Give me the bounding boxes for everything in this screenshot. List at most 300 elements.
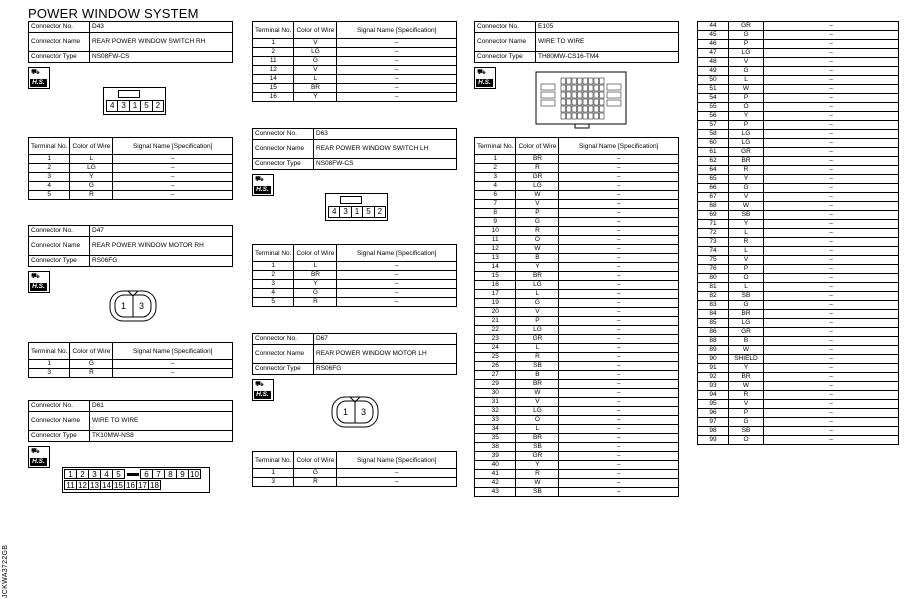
pin: 3	[88, 469, 101, 479]
signal-name: –	[559, 317, 679, 326]
pin-cavity	[567, 78, 572, 84]
terminal-no: 34	[475, 425, 516, 434]
connector-type: NS08FW-CS	[314, 159, 457, 170]
signal-name: –	[764, 148, 899, 157]
signal-name: –	[559, 479, 679, 488]
table-row	[475, 353, 679, 362]
signal-name: –	[559, 272, 679, 281]
signal-name: –	[337, 93, 457, 102]
connector-name: REAR POWER WINDOW MOTOR LH	[314, 345, 457, 364]
signal-name: –	[764, 328, 899, 337]
terminal-no: 2	[253, 271, 294, 280]
table-row	[698, 238, 899, 247]
terminal-no: 14	[475, 263, 516, 272]
wire-color: BR	[729, 373, 764, 382]
signal-name: –	[559, 425, 679, 434]
wire-color: P	[729, 265, 764, 274]
wire-color: B	[516, 254, 559, 263]
wire-color: LG	[516, 182, 559, 191]
wire-color: G	[729, 67, 764, 76]
table-row	[475, 407, 679, 416]
terminal-no: 64	[698, 166, 729, 175]
table-row	[475, 245, 679, 254]
terminal-no: 16	[475, 281, 516, 290]
wire-color: GR	[729, 328, 764, 337]
table-row	[698, 346, 899, 355]
table-row	[698, 427, 899, 436]
wire-color: GR	[516, 335, 559, 344]
pin: 16	[124, 480, 137, 490]
pin-cavity	[567, 113, 572, 119]
terminal-no: 3	[475, 173, 516, 182]
pin: 5	[112, 469, 125, 479]
terminal-no: 11	[475, 236, 516, 245]
table-row	[698, 202, 899, 211]
pin-cavity	[583, 92, 588, 98]
pin: 1	[130, 101, 141, 111]
table-row	[475, 263, 679, 272]
signal-name: –	[764, 220, 899, 229]
wire-color: V	[729, 256, 764, 265]
table-row	[475, 362, 679, 371]
terminal-no: 3	[253, 280, 294, 289]
pin: 15	[112, 480, 125, 490]
pin: 2	[377, 207, 383, 216]
terminal-no: 99	[698, 436, 729, 445]
signal-name: –	[764, 319, 899, 328]
harness-side-icon: ⛟ H.S.	[28, 67, 50, 89]
signal-name: –	[764, 265, 899, 274]
wire-color: P	[729, 94, 764, 103]
wire-color: SB	[729, 211, 764, 220]
terminal-table-e105-cont	[697, 21, 899, 445]
terminal-no: 24	[475, 344, 516, 353]
wire-color: W	[516, 245, 559, 254]
pin: 8	[164, 469, 177, 479]
terminal-no: 1	[253, 262, 294, 271]
wire-color: LG	[516, 326, 559, 335]
pin-cavity	[589, 78, 594, 84]
connector-type: RS06FG	[314, 364, 457, 375]
wire-color: R	[516, 227, 559, 236]
wire-color: Y	[294, 280, 337, 289]
terminal-table-d67: Terminal No. Color of Wire Signal Name [Specification] 1 G – 3 R –	[252, 451, 457, 487]
connector-type: RS06FG	[90, 256, 233, 267]
wire-color: L	[729, 283, 764, 292]
terminal-no: 25	[475, 353, 516, 362]
wire-color: W	[516, 191, 559, 200]
signal-name: –	[113, 360, 233, 369]
terminal-table-d61: Terminal No. Color of Wire Signal Name [Specification] 1 V – 2 LG – 11 G – 12 V – 14 L – 15 BR – 16 Y –	[252, 21, 457, 102]
pin-cavity	[541, 92, 555, 98]
signal-name: –	[559, 362, 679, 371]
pin-cavity	[583, 106, 588, 112]
table-row	[29, 173, 233, 182]
connector-info-d63: Connector No. D63 Connector Name REAR POWER WINDOW SWITCH LH Connector Type NS08FW-CS	[252, 128, 457, 170]
wire-color: W	[516, 479, 559, 488]
table-row	[698, 220, 899, 229]
terminal-no: 23	[475, 335, 516, 344]
table-row	[475, 308, 679, 317]
pin-cavity	[607, 92, 621, 98]
terminal-table-d63: Terminal No. Color of Wire Signal Name [Specification] 1 L – 2 BR – 3 Y – 4 G – 5 R –	[252, 244, 457, 307]
table-row	[698, 364, 899, 373]
signal-name: –	[764, 229, 899, 238]
wire-color: V	[516, 308, 559, 317]
wire-color: G	[294, 57, 337, 66]
signal-name: –	[337, 84, 457, 93]
terminal-no: 47	[698, 49, 729, 58]
wire-color: O	[729, 436, 764, 445]
terminal-no: 7	[475, 200, 516, 209]
table-row	[475, 254, 679, 263]
wire-color: P	[729, 409, 764, 418]
signal-name: –	[764, 22, 899, 31]
wire-color: V	[729, 58, 764, 67]
pin: 1	[352, 207, 363, 217]
pin: 2	[155, 101, 161, 110]
wire-color: W	[729, 382, 764, 391]
signal-name: –	[337, 478, 457, 487]
wire-color: LG	[516, 407, 559, 416]
terminal-no: 69	[698, 211, 729, 220]
terminal-no: 74	[698, 247, 729, 256]
table-row	[698, 85, 899, 94]
wire-color: BR	[516, 434, 559, 443]
wire-color: O	[516, 236, 559, 245]
pin-cavity	[594, 92, 599, 98]
wire-color: R	[70, 369, 113, 378]
wire-color: W	[729, 202, 764, 211]
pin-cavity	[594, 99, 599, 105]
signal-name: –	[764, 409, 899, 418]
terminal-no: 39	[475, 452, 516, 461]
signal-name: –	[764, 355, 899, 364]
wire-color: BR	[729, 310, 764, 319]
terminal-no: 86	[698, 328, 729, 337]
pin-cavity	[572, 92, 577, 98]
signal-name: –	[559, 452, 679, 461]
pin-cavity	[583, 85, 588, 91]
table-row	[29, 155, 233, 164]
connector-no: E105	[536, 22, 679, 33]
wire-color: LG	[729, 49, 764, 58]
terminal-no: 6	[475, 191, 516, 200]
signal-name: –	[764, 391, 899, 400]
signal-name: –	[337, 298, 457, 307]
terminal-no: 29	[475, 380, 516, 389]
signal-name: –	[764, 274, 899, 283]
terminal-no: 4	[29, 182, 70, 191]
signal-name: –	[559, 335, 679, 344]
signal-name: –	[764, 427, 899, 436]
terminal-no: 22	[475, 326, 516, 335]
connector-face-d67	[330, 393, 380, 431]
signal-name: –	[337, 75, 457, 84]
pin: 4	[107, 101, 118, 111]
terminal-no: 48	[698, 58, 729, 67]
terminal-no: 60	[698, 139, 729, 148]
table-row	[698, 319, 899, 328]
terminal-no: 43	[475, 488, 516, 497]
table-row	[698, 328, 899, 337]
table-row	[698, 292, 899, 301]
terminal-no: 13	[475, 254, 516, 263]
table-row	[698, 265, 899, 274]
table-row	[475, 173, 679, 182]
signal-name: –	[764, 211, 899, 220]
wire-color: W	[729, 85, 764, 94]
terminal-no: 30	[475, 389, 516, 398]
terminal-no: 1	[475, 155, 516, 164]
pin: 13	[88, 480, 101, 490]
table-row	[698, 40, 899, 49]
pin: 6	[140, 469, 153, 479]
wire-color: V	[294, 66, 337, 75]
wire-color: LG	[516, 281, 559, 290]
table-row	[698, 418, 899, 427]
pin-cavity	[607, 100, 621, 106]
signal-name: –	[559, 254, 679, 263]
signal-name: –	[337, 280, 457, 289]
pin: 7	[152, 469, 165, 479]
terminal-no: 45	[698, 31, 729, 40]
connector-info-e105: Connector No. E105 Connector Name WIRE TO WIRE Connector Type TH80MW-CS16-TM4	[474, 21, 679, 63]
table-row	[698, 391, 899, 400]
table-row	[253, 93, 457, 102]
connector-face-d61	[62, 467, 210, 493]
label-connector-no: Connector No.	[29, 22, 90, 33]
table-row	[475, 461, 679, 470]
wire-color: BR	[516, 272, 559, 281]
table-row	[698, 382, 899, 391]
table-row	[475, 335, 679, 344]
signal-name: –	[113, 155, 233, 164]
terminal-no: 1	[253, 39, 294, 48]
wire-color: LG	[729, 130, 764, 139]
wire-color: G	[70, 182, 113, 191]
wire-color: BR	[294, 84, 337, 93]
wire-color: G	[729, 31, 764, 40]
terminal-no: 71	[698, 220, 729, 229]
table-row	[253, 478, 457, 487]
terminal-no: 96	[698, 409, 729, 418]
connector-face-d63	[325, 193, 388, 221]
table-row	[253, 66, 457, 75]
wire-color: O	[729, 274, 764, 283]
pin-cavity	[561, 99, 566, 105]
wire-color: R	[729, 391, 764, 400]
table-row	[475, 389, 679, 398]
table-row	[475, 299, 679, 308]
terminal-no: 51	[698, 85, 729, 94]
terminal-no: 3	[29, 369, 70, 378]
terminal-no: 41	[475, 470, 516, 479]
pin-cavity	[589, 113, 594, 119]
table-row	[475, 488, 679, 497]
signal-name: –	[559, 407, 679, 416]
table-row	[253, 39, 457, 48]
table-row	[698, 193, 899, 202]
wire-color: Y	[294, 93, 337, 102]
label-connector-name: Connector Name	[29, 33, 90, 52]
wire-color: LG	[729, 139, 764, 148]
terminal-no: 31	[475, 398, 516, 407]
terminal-no: 91	[698, 364, 729, 373]
terminal-no: 15	[475, 272, 516, 281]
signal-name: –	[764, 31, 899, 40]
terminal-no: 2	[475, 164, 516, 173]
terminal-no: 76	[698, 265, 729, 274]
terminal-no: 16	[253, 93, 294, 102]
terminal-no: 4	[475, 182, 516, 191]
connector-name: REAR POWER WINDOW MOTOR RH	[90, 237, 233, 256]
connector-info-d47: Connector No. D47 Connector Name REAR POWER WINDOW MOTOR RH Connector Type RS06FG	[28, 225, 233, 267]
wire-color: BR	[516, 380, 559, 389]
table-row	[475, 182, 679, 191]
pin: 1	[121, 301, 127, 311]
wire-color: G	[294, 289, 337, 298]
wire-color: Y	[729, 364, 764, 373]
terminal-no: 98	[698, 427, 729, 436]
terminal-no: 82	[698, 292, 729, 301]
wire-color: BR	[516, 155, 559, 164]
signal-name: –	[559, 371, 679, 380]
signal-name: –	[337, 262, 457, 271]
table-row	[253, 280, 457, 289]
signal-name: –	[559, 353, 679, 362]
signal-name: –	[764, 310, 899, 319]
table-row	[698, 121, 899, 130]
wire-color: V	[729, 193, 764, 202]
wire-color: L	[729, 76, 764, 85]
pin: 14	[100, 480, 113, 490]
connector-face-d43	[103, 87, 166, 115]
signal-name: –	[764, 103, 899, 112]
signal-name: –	[559, 470, 679, 479]
terminal-no: 10	[475, 227, 516, 236]
signal-name: –	[764, 193, 899, 202]
table-row	[698, 148, 899, 157]
connector-info-d67: Connector No. D67 Connector Name REAR POWER WINDOW MOTOR LH Connector Type RS06FG	[252, 333, 457, 375]
signal-name: –	[764, 85, 899, 94]
terminal-no: 97	[698, 418, 729, 427]
wire-color: Y	[729, 220, 764, 229]
table-row	[698, 166, 899, 175]
signal-name: –	[764, 157, 899, 166]
pin-cavity	[561, 92, 566, 98]
pin-cavity	[567, 99, 572, 105]
terminal-no: 89	[698, 346, 729, 355]
terminal-no: 68	[698, 202, 729, 211]
pin-cavity	[578, 113, 583, 119]
signal-name: –	[559, 236, 679, 245]
table-row	[698, 112, 899, 121]
table-row	[475, 452, 679, 461]
table-row	[475, 371, 679, 380]
pin-cavity	[572, 99, 577, 105]
terminal-no: 49	[698, 67, 729, 76]
pin-cavity	[561, 113, 566, 119]
terminal-no: 33	[475, 416, 516, 425]
wire-color: BR	[294, 271, 337, 280]
terminal-no: 1	[253, 469, 294, 478]
wire-color: SHIELD	[729, 355, 764, 364]
table-row	[475, 272, 679, 281]
table-row	[29, 182, 233, 191]
terminal-no: 44	[698, 22, 729, 31]
wire-color: LG	[70, 164, 113, 173]
signal-name: –	[764, 121, 899, 130]
wire-color: SB	[516, 488, 559, 497]
pin-cavity	[600, 106, 605, 112]
wire-color: R	[516, 353, 559, 362]
table-row	[698, 229, 899, 238]
pin: 2	[76, 469, 89, 479]
pin-cavity	[572, 113, 577, 119]
terminal-no: 8	[475, 209, 516, 218]
harness-side-icon: ⛟ H.S.	[28, 271, 50, 293]
pin-cavity	[578, 92, 583, 98]
wire-color: GR	[516, 173, 559, 182]
signal-name: –	[559, 218, 679, 227]
wire-color: L	[516, 290, 559, 299]
terminal-no: 94	[698, 391, 729, 400]
wire-color: V	[516, 200, 559, 209]
wire-color: R	[516, 470, 559, 479]
signal-name: –	[559, 461, 679, 470]
pin-cavity	[589, 92, 594, 98]
terminal-no: 12	[475, 245, 516, 254]
connector-no: D67	[314, 334, 457, 345]
pin: 4	[100, 469, 113, 479]
table-row	[253, 262, 457, 271]
pin-cavity	[567, 106, 572, 112]
signal-name: –	[559, 245, 679, 254]
wire-color: G	[516, 218, 559, 227]
connector-no: D43	[90, 22, 233, 33]
signal-name: –	[559, 380, 679, 389]
table-row	[698, 310, 899, 319]
signal-name: –	[764, 67, 899, 76]
table-row	[698, 211, 899, 220]
wire-color: SB	[516, 362, 559, 371]
table-row	[698, 373, 899, 382]
terminal-no: 20	[475, 308, 516, 317]
pin-cavity	[589, 99, 594, 105]
terminal-no: 85	[698, 319, 729, 328]
pin-cavity	[578, 99, 583, 105]
signal-name: –	[337, 469, 457, 478]
signal-name: –	[559, 434, 679, 443]
connector-type: NS08FW-CS	[90, 52, 233, 63]
connector-type: TH80MW-CS16-TM4	[536, 52, 679, 63]
signal-name: –	[764, 364, 899, 373]
table-row	[475, 479, 679, 488]
signal-name: –	[559, 326, 679, 335]
terminal-no: 61	[698, 148, 729, 157]
signal-name: –	[559, 290, 679, 299]
connector-name: REAR POWER WINDOW SWITCH RH	[90, 33, 233, 52]
signal-name: –	[337, 271, 457, 280]
wire-color: L	[294, 75, 337, 84]
signal-name: –	[113, 173, 233, 182]
terminal-no: 65	[698, 175, 729, 184]
table-row	[475, 191, 679, 200]
table-row	[475, 425, 679, 434]
terminal-no: 80	[698, 274, 729, 283]
signal-name: –	[764, 175, 899, 184]
